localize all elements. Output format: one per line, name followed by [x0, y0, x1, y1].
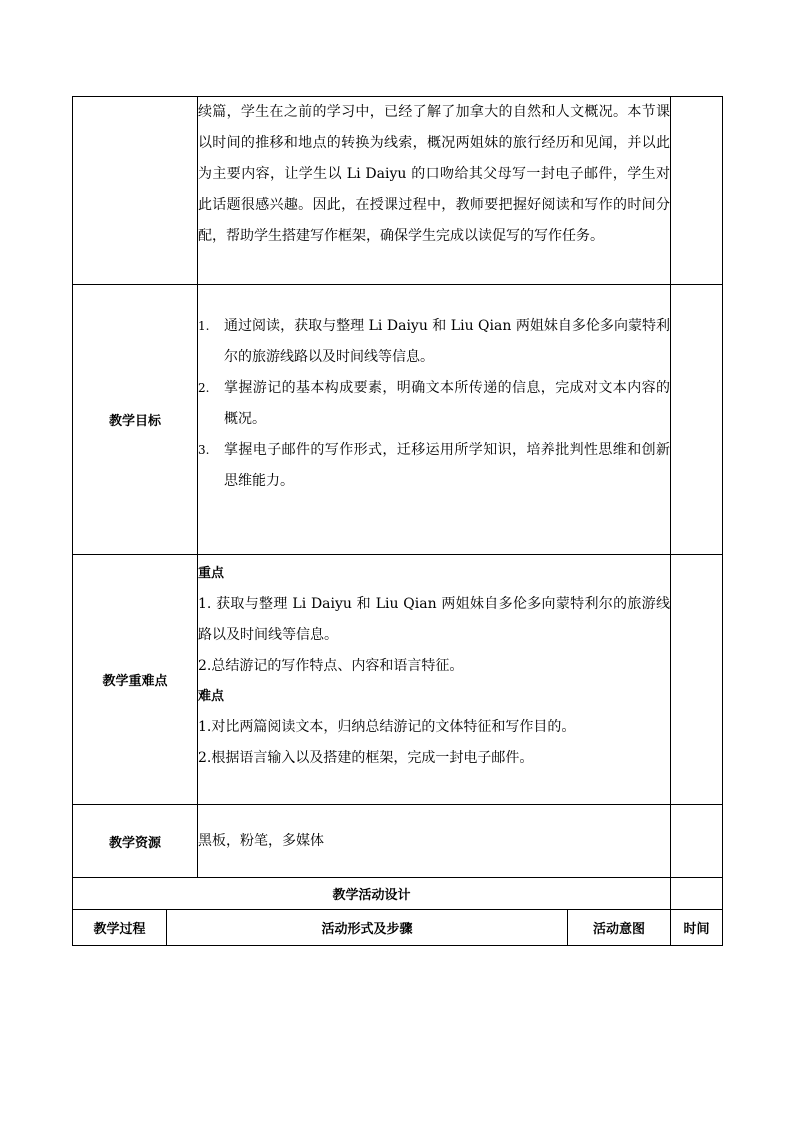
- activity-title: 教学活动设计: [73, 878, 671, 910]
- objective-item: [198, 311, 670, 373]
- intro-text-cell: [198, 97, 671, 285]
- header-time: 时间: [671, 910, 723, 946]
- difficulty-heading: 难点: [198, 689, 225, 704]
- keypoints-side-cell: [671, 555, 723, 805]
- intro-label-cell: [73, 97, 198, 285]
- resources-row: [73, 805, 723, 878]
- objective-text: 掌握电子邮件的写作形式，迁移运用所学知识，培养批判性思维和创新思维能力。: [224, 442, 670, 489]
- activity-title-side-cell: [671, 878, 723, 910]
- objective-text: 掌握游记的基本构成要素，明确文本所传递的信息，完成对文本内容的概况。: [224, 380, 670, 427]
- difficulty-item: 1.对比两篇阅读文本，归纳总结游记的文体特征和写作目的。: [198, 719, 576, 735]
- key-item: 2.总结游记的写作特点、内容和语言特征。: [198, 658, 464, 674]
- resources-side-cell: [671, 805, 723, 878]
- header-process: 教学过程: [73, 910, 167, 946]
- difficulty-item: 2.根据语言输入以及搭建的框架，完成一封电子邮件。: [198, 750, 534, 766]
- activity-header-row: [73, 910, 723, 946]
- objective-text: 通过阅读，获取与整理 Li Daiyu 和 Liu Qian 两姐妹自多伦多向蒙特利尔的旅游线路以及时间线等信息。: [224, 318, 670, 365]
- key-item: 1. 获取与整理 Li Daiyu 和 Liu Qian 两姐妹自多伦多向蒙特利尔的旅游线路以及时间线等信息。: [198, 596, 670, 643]
- keypoints-cell: [198, 555, 671, 805]
- header-steps: 活动形式及步骤: [167, 910, 568, 946]
- objective-number: 2.: [198, 381, 210, 395]
- objective-number: 3.: [198, 443, 210, 457]
- intro-paragraph: 续篇，学生在之前的学习中，已经了解了加拿大的自然和人文概况。本节课以时间的推移和地点的转换为线索，概况两姐妹的旅行经历和见闻，并以此为主要内容，让学生以 Li Daiyu 的口吻给其父母写一封电子邮件，学生对此话题很感兴趣。因此，在授课过程中，教师要把握好阅读和写作的时间分配，帮助学生搭建写作框架，确保学生完成以读促写的写作任务。: [198, 104, 670, 244]
- resources-text: 黑板，粉笔，多媒体: [198, 805, 671, 878]
- intro-row: [73, 97, 723, 285]
- objective-item: [198, 373, 670, 435]
- objective-number: 1.: [198, 319, 210, 333]
- objectives-cell: [198, 285, 671, 555]
- objectives-list: [198, 311, 670, 497]
- objectives-side-cell: [671, 285, 723, 555]
- header-intent: 活动意图: [568, 910, 671, 946]
- resources-label: 教学资源: [73, 805, 198, 878]
- keypoints-label: 教学重难点: [73, 555, 198, 805]
- objective-item: [198, 435, 670, 497]
- activity-title-row: [73, 878, 723, 910]
- objectives-label: 教学目标: [73, 285, 198, 555]
- key-heading: 重点: [198, 566, 225, 581]
- lesson-plan-table: [72, 96, 723, 946]
- keypoints-row: [73, 555, 723, 805]
- intro-side-cell: [671, 97, 723, 285]
- objectives-row: [73, 285, 723, 555]
